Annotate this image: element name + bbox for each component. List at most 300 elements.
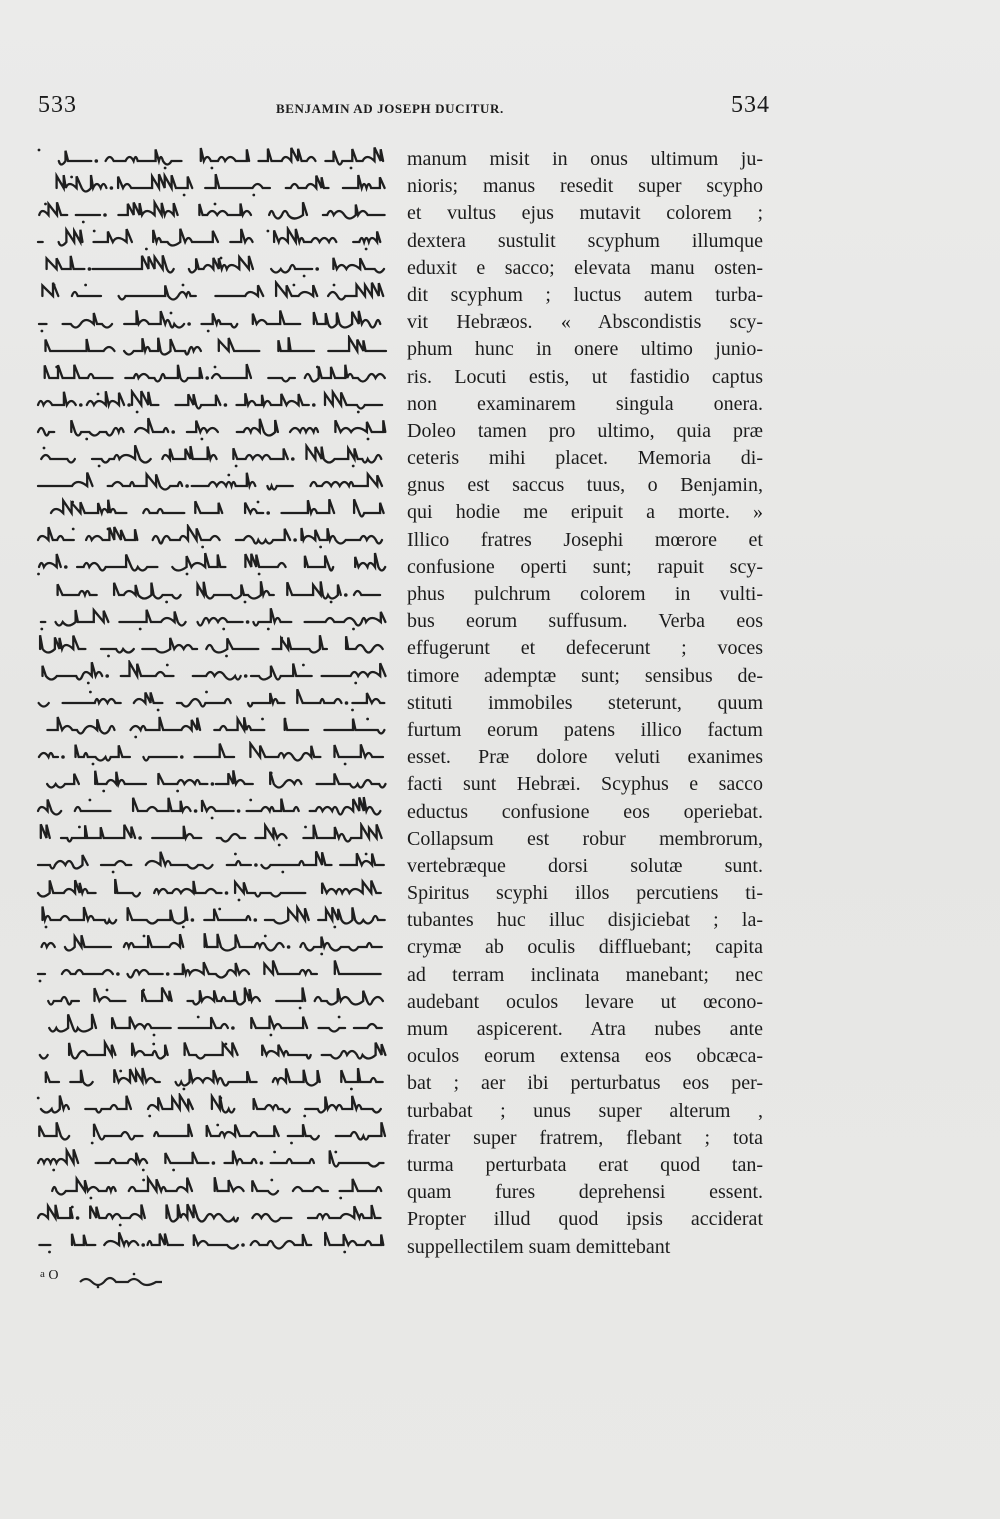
syriac-word — [265, 907, 309, 923]
syriac-word — [254, 1099, 290, 1113]
syriac-diacritic-dot — [270, 1178, 273, 1181]
syriac-punctuation — [291, 457, 295, 461]
syriac-punctuation — [95, 159, 99, 163]
syriac-diacritic-dot — [165, 600, 168, 603]
syriac-diacritic-dot — [172, 1169, 175, 1172]
right-page-number: 534 — [731, 92, 770, 118]
syriac-word — [311, 474, 383, 486]
syriac-punctuation — [191, 918, 195, 922]
syriac-word — [108, 475, 182, 490]
syriac-diacritic-dot — [267, 230, 270, 233]
syriac-punctuation — [180, 755, 184, 759]
syriac-word — [215, 1177, 244, 1191]
syriac-punctuation — [254, 864, 258, 868]
syriac-diacritic-dot — [207, 329, 210, 332]
syriac-word — [87, 391, 124, 405]
syriac-diacritic-dot — [71, 1205, 74, 1208]
syriac-diacritic-dot — [366, 718, 369, 721]
syriac-word — [237, 393, 309, 405]
syriac-word — [46, 339, 115, 351]
syriac-diacritic-dot — [92, 763, 95, 766]
syriac-word — [56, 610, 109, 626]
syriac-word — [38, 473, 93, 487]
syriac-word — [46, 1072, 59, 1082]
syriac-diacritic-dot — [354, 681, 357, 684]
syriac-word — [276, 987, 305, 1001]
syriac-word — [355, 553, 385, 571]
syriac-line — [32, 389, 390, 416]
syriac-word — [148, 1096, 193, 1110]
syriac-diacritic-dot — [303, 1115, 306, 1118]
syriac-line — [32, 768, 390, 795]
syriac-word — [204, 908, 250, 919]
syriac-diacritic-dot — [37, 1097, 40, 1100]
syriac-word — [131, 717, 201, 730]
syriac-word — [153, 229, 218, 246]
syriac-diacritic-dot — [186, 573, 189, 576]
syriac-diacritic-dot — [89, 799, 92, 802]
syriac-line — [32, 172, 390, 199]
syriac-word — [354, 591, 380, 595]
syriac-word — [310, 797, 381, 814]
syriac-diacritic-dot — [170, 311, 173, 314]
syriac-line — [32, 551, 390, 578]
syriac-word — [119, 286, 196, 300]
footnote-variant-siglum: O — [48, 1268, 59, 1283]
syriac-line — [32, 226, 390, 253]
syriac-punctuation — [185, 484, 189, 488]
syriac-line — [32, 199, 390, 226]
syriac-word — [252, 1214, 291, 1222]
syriac-diacritic-dot — [216, 1124, 219, 1127]
syriac-line — [32, 985, 390, 1012]
syriac-diacritic-dot — [43, 447, 46, 450]
syriac-word — [112, 1017, 171, 1028]
latin-line: frater super fratrem, flebant ; tota — [407, 1126, 763, 1149]
syriac-diacritic-dot — [39, 979, 42, 982]
syriac-word — [172, 554, 225, 571]
latin-line: Doleo tamen pro ultimo, quia præ — [407, 419, 763, 442]
syriac-diacritic-dot — [293, 284, 296, 287]
syriac-word — [278, 337, 314, 351]
syriac-word — [271, 1159, 314, 1163]
syriac-word — [52, 1178, 115, 1194]
syriac-line — [32, 877, 390, 904]
syriac-word — [328, 337, 386, 351]
syriac-word — [251, 1234, 312, 1248]
syriac-word — [129, 1177, 192, 1190]
syriac-word — [51, 500, 126, 513]
syriac-word — [305, 556, 333, 571]
syriac-line — [32, 958, 390, 985]
syriac-diacritic-dot — [205, 690, 208, 693]
syriac-punctuation — [246, 620, 250, 624]
syriac-word — [142, 638, 197, 653]
syriac-word — [90, 1204, 145, 1218]
syriac-word — [297, 689, 341, 703]
syriac-text-column — [32, 145, 390, 1256]
syriac-word — [38, 855, 88, 869]
syriac-word — [205, 174, 270, 188]
syriac-line — [32, 687, 390, 714]
syriac-diacritic-dot — [107, 528, 110, 531]
syriac-punctuation — [76, 1216, 80, 1220]
syriac-line — [32, 335, 390, 362]
latin-line: bat ; aer ibi perturbatus eos per- — [407, 1072, 763, 1095]
syriac-word — [354, 500, 384, 517]
latin-line: mum aspicerent. Atra nubes ante — [407, 1018, 763, 1040]
latin-line: audebant oculos levare ut œcono- — [407, 990, 763, 1013]
syriac-punctuation — [141, 1243, 145, 1247]
syriac-word — [302, 528, 383, 544]
syriac-word — [271, 265, 312, 273]
syriac-word — [133, 798, 191, 811]
syriac-line — [32, 253, 390, 280]
syriac-word — [92, 445, 151, 462]
syriac-punctuation — [231, 1026, 235, 1030]
syriac-diacritic-dot — [299, 1007, 302, 1010]
syriac-word — [230, 229, 252, 242]
syriac-diacritic-dot — [334, 1151, 337, 1154]
syriac-punctuation — [315, 268, 319, 272]
syriac-line — [32, 931, 390, 958]
syriac-diacritic-dot — [37, 573, 40, 576]
latin-line: vertebræque dorsi solutæ sunt. — [407, 854, 763, 877]
syriac-word — [40, 635, 85, 652]
syriac-punctuation — [344, 593, 348, 597]
latin-line: Propter illud quod ipsis acciderat — [407, 1208, 763, 1231]
syriac-word — [216, 771, 253, 785]
syriac-punctuation — [116, 972, 120, 976]
syriac-word — [323, 205, 385, 219]
syriac-word — [343, 175, 385, 188]
syriac-word — [94, 1124, 143, 1140]
syriac-line — [32, 1012, 390, 1039]
syriac-word — [264, 960, 317, 974]
syriac-word — [237, 419, 278, 436]
syriac-word — [69, 1043, 115, 1059]
syriac-line — [32, 497, 390, 524]
syriac-diacritic-dot — [147, 420, 150, 423]
syriac-line — [32, 660, 390, 687]
syriac-punctuation — [138, 837, 142, 841]
syriac-word — [121, 662, 174, 676]
syriac-word — [63, 699, 121, 703]
syriac-word — [194, 1234, 238, 1248]
syriac-word — [212, 1096, 234, 1113]
syriac-diacritic-dot — [225, 1043, 228, 1046]
syriac-diacritic-dot — [258, 573, 261, 576]
syriac-word — [41, 455, 75, 463]
syriac-word — [41, 1096, 69, 1113]
syriac-diacritic-dot — [182, 925, 185, 928]
syriac-diacritic-dot — [273, 1151, 276, 1154]
syriac-punctuation — [211, 782, 215, 786]
syriac-word — [39, 202, 67, 215]
syriac-line — [32, 362, 390, 389]
syriac-word — [94, 229, 132, 242]
syriac-diacritic-dot — [142, 1178, 145, 1181]
latin-line: manum misit in onus ultimum ju- — [407, 148, 763, 170]
syriac-diacritic-dot — [112, 871, 115, 874]
syriac-word — [38, 800, 61, 815]
syriac-line — [32, 1120, 390, 1147]
syriac-word — [47, 256, 85, 269]
syriac-diacritic-dot — [214, 365, 217, 368]
syriac-word — [76, 745, 130, 761]
syriac-diacritic-dot — [333, 284, 336, 287]
syriac-word — [165, 1152, 208, 1163]
syriac-word — [143, 757, 176, 761]
syriac-word — [236, 529, 290, 544]
syriac-word — [59, 230, 83, 246]
syriac-word — [104, 1232, 138, 1245]
latin-line: effugerunt et defecerunt ; voces — [407, 637, 763, 660]
syriac-word — [148, 1233, 184, 1244]
latin-line: vit Hebræos. « Abscondistis scy- — [407, 311, 763, 334]
syriac-word — [39, 554, 61, 567]
syriac-punctuation — [61, 755, 65, 759]
syriac-diacritic-dot — [278, 844, 281, 847]
syriac-diacritic-dot — [197, 1016, 200, 1019]
syriac-diacritic-dot — [148, 1115, 151, 1118]
latin-line: Spiritus scyphi illos percutiens ti- — [407, 882, 763, 905]
syriac-word — [192, 473, 256, 486]
syriac-diacritic-dot — [153, 1034, 156, 1037]
syriac-diacritic-dot — [53, 284, 56, 287]
syriac-line — [32, 606, 390, 633]
syriac-word — [114, 582, 181, 598]
syriac-diacritic-dot — [40, 627, 43, 630]
syriac-line — [32, 1175, 390, 1202]
syriac-word — [259, 148, 316, 161]
latin-line: ceteris mihi placet. Memoria di- — [407, 447, 763, 470]
syriac-line — [32, 633, 390, 660]
syriac-word — [325, 1232, 383, 1245]
syriac-punctuation — [79, 403, 83, 407]
syriac-word — [206, 638, 258, 652]
syriac-word — [42, 943, 55, 947]
syriac-diacritic-dot — [350, 1088, 353, 1091]
latin-line: crymæ ab oculis diffluebant; capita — [407, 936, 763, 959]
syriac-diacritic-dot — [367, 438, 370, 441]
syriac-word — [252, 1180, 278, 1194]
syriac-diacritic-dot — [98, 465, 101, 468]
syriac-line — [32, 1229, 390, 1256]
syriac-punctuation — [345, 701, 349, 705]
syriac-word — [255, 826, 286, 838]
syriac-word — [152, 826, 201, 838]
syriac-diacritic-dot — [152, 1043, 155, 1046]
syriac-word — [268, 378, 295, 382]
footnote — [40, 1268, 180, 1290]
syriac-word — [72, 292, 101, 296]
syriac-word — [38, 1204, 73, 1217]
latin-line: Illico fratres Josephi mœrore et — [407, 528, 763, 551]
syriac-word — [322, 663, 386, 676]
syriac-diacritic-dot — [338, 1016, 341, 1019]
syriac-diacritic-dot — [235, 465, 238, 468]
page-header — [38, 92, 768, 122]
syriac-word — [177, 699, 231, 707]
syriac-diacritic-dot — [365, 853, 368, 856]
latin-line: phum hunc in onere ultimo junio- — [407, 338, 763, 361]
syriac-word — [225, 1151, 257, 1163]
syriac-diacritic-dot — [136, 410, 139, 413]
syriac-word — [135, 418, 168, 432]
syriac-diacritic-dot — [55, 365, 58, 368]
syriac-punctuation — [312, 403, 316, 407]
syriac-word — [125, 365, 202, 382]
syriac-diacritic-dot — [182, 284, 185, 287]
syriac-word — [39, 753, 58, 757]
syriac-word — [134, 692, 163, 703]
syriac-line — [32, 904, 390, 931]
syriac-word — [195, 501, 222, 513]
syriac-word — [158, 773, 207, 784]
latin-translation-column — [407, 146, 763, 1261]
syriac-punctuation — [194, 809, 198, 813]
syriac-word — [341, 1068, 382, 1082]
syriac-word — [300, 936, 381, 950]
syriac-word — [39, 703, 49, 707]
syriac-word — [115, 879, 140, 897]
latin-line: eduxit e sacco; elevata manu osten- — [407, 256, 763, 279]
syriac-diacritic-dot — [90, 1196, 93, 1199]
syriac-word — [253, 608, 291, 625]
syriac-punctuation — [293, 539, 297, 543]
syriac-line — [32, 741, 390, 768]
syriac-word — [86, 527, 137, 540]
syriac-word — [325, 392, 382, 408]
syriac-word — [38, 880, 96, 896]
syriac-diacritic-dot — [284, 718, 287, 721]
syriac-word — [214, 717, 264, 730]
syriac-line — [32, 308, 390, 335]
syriac-diacritic-dot — [211, 817, 214, 820]
latin-line: turbabat ; unus super alterum , — [407, 1099, 763, 1122]
syriac-word — [195, 744, 235, 757]
syriac-word — [315, 988, 383, 1004]
syriac-word — [269, 202, 307, 218]
syriac-diacritic-dot — [352, 465, 355, 468]
syriac-diacritic-dot — [270, 772, 273, 775]
syriac-line — [32, 524, 390, 551]
syriac-word — [62, 970, 113, 974]
syriac-word — [154, 880, 221, 892]
syriac-diacritic-dot — [220, 257, 223, 260]
syriac-word — [319, 1028, 346, 1032]
syriac-word — [227, 861, 251, 865]
syriac-punctuation — [64, 566, 68, 570]
latin-line: ad terram inclinata manebant; nec — [407, 963, 763, 986]
syriac-word — [322, 880, 381, 893]
syriac-word — [335, 420, 385, 432]
latin-line: qui hodie me eripuit a morte. » — [407, 501, 763, 524]
running-title: BENJAMIN AD JOSEPH DUCITUR. — [276, 101, 504, 116]
syriac-punctuation — [260, 1162, 264, 1166]
syriac-diacritic-dot — [142, 1169, 145, 1172]
syriac-line — [32, 145, 390, 172]
syriac-word — [40, 1055, 48, 1059]
syriac-diacritic-dot — [157, 708, 160, 711]
latin-line: oculos eorum extensa eos obcæca- — [407, 1045, 763, 1068]
syriac-diacritic-dot — [85, 438, 88, 441]
syriac-diacritic-dot — [344, 763, 347, 766]
syriac-diacritic-dot — [365, 248, 368, 251]
syriac-word — [233, 448, 287, 459]
latin-line: Collapsum est robur membrorum, — [407, 827, 763, 850]
syriac-word — [215, 286, 263, 297]
syriac-punctuation — [244, 674, 248, 678]
syriac-word — [212, 364, 251, 378]
syriac-word — [176, 1069, 257, 1086]
syriac-word — [59, 151, 92, 165]
syriac-diacritic-dot — [330, 600, 333, 603]
latin-line: ris. Locuti estis, ut fastidio captus — [407, 365, 763, 388]
syriac-word — [57, 175, 107, 192]
syriac-punctuation — [254, 918, 258, 922]
syriac-word — [118, 174, 192, 188]
syriac-word — [128, 906, 188, 923]
latin-line: suppellectilem suam demittebant — [407, 1235, 671, 1258]
syriac-word — [72, 1234, 95, 1245]
syriac-word — [176, 394, 221, 408]
syriac-line — [32, 443, 390, 470]
syriac-word — [293, 1187, 328, 1191]
syriac-punctuation — [171, 430, 175, 434]
syriac-word — [328, 283, 383, 300]
syriac-word — [38, 527, 74, 540]
latin-line: et vultus ejus mutavit colorem ; — [407, 202, 763, 225]
syriac-word — [276, 283, 317, 296]
syriac-word — [49, 1014, 96, 1032]
syriac-word — [93, 256, 174, 273]
syriac-word — [167, 1204, 238, 1221]
syriac-diacritic-dot — [183, 1088, 186, 1091]
footnote-marker: a — [40, 1268, 45, 1280]
syriac-word — [185, 1043, 238, 1059]
syriac-diacritic-dot — [304, 826, 307, 829]
syriac-diacritic-dot — [222, 627, 225, 630]
syriac-diacritic-dot — [84, 284, 87, 287]
syriac-diacritic-dot — [350, 167, 353, 170]
syriac-word — [285, 718, 308, 730]
syriac-word — [198, 581, 274, 598]
syriac-word — [175, 962, 250, 977]
syriac-word — [39, 1123, 69, 1140]
syriac-word — [124, 934, 183, 947]
syriac-word — [154, 1124, 192, 1136]
syriac-diacritic-dot — [302, 663, 305, 666]
syriac-diacritic-dot — [320, 952, 323, 955]
syriac-word — [143, 509, 184, 513]
syriac-word — [71, 420, 123, 435]
syriac-line — [32, 470, 390, 497]
syriac-line — [32, 280, 390, 307]
syriac-word — [307, 446, 382, 462]
syriac-diacritic-dot — [290, 1142, 293, 1145]
syriac-word — [38, 392, 76, 405]
syriac-diacritic-dot — [72, 528, 75, 531]
syriac-word — [41, 825, 50, 839]
syriac-diacritic-dot — [193, 1205, 196, 1208]
syriac-line — [32, 1202, 390, 1229]
syriac-word — [162, 446, 216, 459]
syriac-word — [217, 834, 245, 842]
syriac-word — [340, 854, 384, 866]
syriac-diacritic-dot — [201, 438, 204, 441]
